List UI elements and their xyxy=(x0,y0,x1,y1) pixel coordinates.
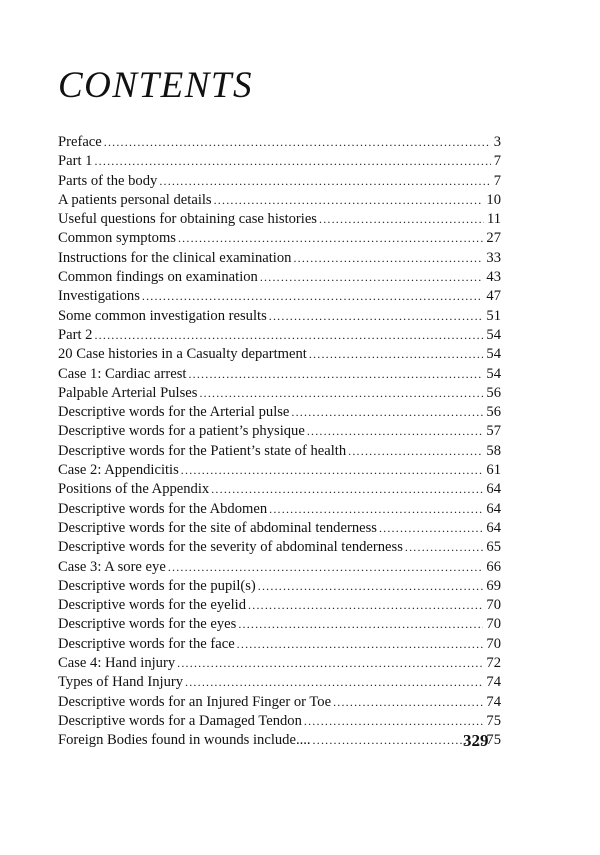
toc-entry xyxy=(58,172,501,191)
toc-entry-page: 65 xyxy=(486,539,501,556)
toc-entry-page: 58 xyxy=(486,442,501,459)
toc-entry xyxy=(58,268,501,287)
toc-entry-page: 61 xyxy=(486,462,501,479)
dot-leader xyxy=(269,500,483,519)
toc-entry-page: 54 xyxy=(486,346,501,363)
dot-leader xyxy=(188,365,483,384)
toc-entry-page: 3 xyxy=(493,134,501,150)
dot-leader xyxy=(142,287,484,306)
toc-entry xyxy=(58,538,501,557)
toc-entry xyxy=(58,558,501,577)
page-title: CONTENTS xyxy=(58,65,254,106)
dot-leader xyxy=(313,731,484,750)
toc-entry-page: 74 xyxy=(486,693,501,710)
toc-entry xyxy=(58,577,501,596)
table-of-contents xyxy=(58,133,501,751)
toc-entry-label: Some common investigation results xyxy=(58,307,267,324)
toc-entry-label: Part 1 xyxy=(58,153,93,170)
toc-entry-label: Case 2: Appendicitis xyxy=(58,462,179,479)
toc-entry xyxy=(58,693,501,712)
toc-entry xyxy=(58,596,501,615)
toc-entry xyxy=(58,654,501,673)
dot-leader xyxy=(291,403,483,422)
toc-entry-label: Instructions for the clinical examination xyxy=(58,249,292,266)
toc-entry xyxy=(58,442,501,461)
toc-entry-label: Descriptive words for the severity of abdominal tenderness xyxy=(58,539,403,556)
dot-leader xyxy=(211,480,483,499)
dot-leader xyxy=(309,345,484,364)
dot-leader xyxy=(405,538,484,557)
toc-entry-label: Common findings on examination xyxy=(58,269,258,286)
toc-entry-page: 57 xyxy=(486,423,501,440)
toc-entry-page: 69 xyxy=(486,577,501,594)
dot-leader xyxy=(94,152,490,171)
toc-entry xyxy=(58,635,501,654)
toc-entry-page: 70 xyxy=(486,616,501,633)
toc-entry xyxy=(58,500,501,519)
toc-entry xyxy=(58,519,501,538)
dot-leader xyxy=(185,673,483,692)
toc-entry-page: 75 xyxy=(486,732,501,749)
toc-entry-label: Descriptive words for a patient’s physique xyxy=(58,423,305,440)
dot-leader xyxy=(237,635,484,654)
toc-entry-page: 70 xyxy=(486,597,501,614)
toc-entry-page: 74 xyxy=(486,674,501,691)
toc-entry-label: Descriptive words for the site of abdominal tenderness xyxy=(58,519,377,536)
toc-entry-label: Investigations xyxy=(58,288,140,305)
toc-entry-page: 54 xyxy=(486,365,501,382)
toc-entry-page: 64 xyxy=(486,481,501,498)
toc-entry-page: 56 xyxy=(486,404,501,421)
toc-entry-page: 33 xyxy=(486,249,501,266)
toc-entry xyxy=(58,133,501,152)
toc-entry xyxy=(58,229,501,248)
toc-entry-page: 54 xyxy=(486,326,501,343)
toc-entry xyxy=(58,480,501,499)
toc-entry-label: Parts of the body xyxy=(58,172,158,189)
dot-leader xyxy=(214,191,484,210)
dot-leader xyxy=(178,229,483,248)
toc-entry xyxy=(58,615,501,634)
toc-entry xyxy=(58,712,501,731)
dot-leader xyxy=(319,210,484,229)
dot-leader xyxy=(348,442,483,461)
toc-entry-page: 75 xyxy=(486,712,501,729)
toc-entry-label: Descriptive words for the eyelid xyxy=(58,597,247,614)
dot-leader xyxy=(104,133,491,152)
dot-leader xyxy=(94,326,483,345)
toc-entry xyxy=(58,384,501,403)
toc-entry xyxy=(58,152,501,171)
dot-leader xyxy=(248,596,483,615)
toc-entry-page: 47 xyxy=(486,288,501,305)
dot-leader xyxy=(379,519,483,538)
toc-entry-page: 11 xyxy=(486,211,501,228)
toc-entry xyxy=(58,731,501,750)
toc-entry xyxy=(58,191,501,210)
toc-entry-label: Palpable Arterial Pulses xyxy=(58,384,198,401)
dot-leader xyxy=(199,384,483,403)
toc-entry-page: 27 xyxy=(486,230,501,247)
toc-entry-page: 7 xyxy=(493,172,501,189)
toc-entry xyxy=(58,403,501,422)
toc-entry-label: Descriptive words for the eyes xyxy=(58,616,237,633)
toc-entry-label: Part 2 xyxy=(58,326,93,343)
dot-leader xyxy=(177,654,483,673)
toc-entry-label: Types of Hand Injury xyxy=(58,674,184,691)
toc-entry xyxy=(58,673,501,692)
toc-entry-label: Descriptive words for an Injured Finger or Toe xyxy=(58,693,332,710)
dot-leader xyxy=(181,461,484,480)
toc-entry-page: 66 xyxy=(486,558,501,575)
toc-entry-label: Descriptive words for a Damaged Tendon xyxy=(58,712,302,729)
toc-entry xyxy=(58,326,501,345)
toc-entry-page: 56 xyxy=(486,384,501,401)
toc-entry-label: Positions of the Appendix xyxy=(58,481,210,498)
toc-entry-label: Descriptive words for the Arterial pulse xyxy=(58,404,290,421)
toc-entry-label: Case 1: Cardiac arrest xyxy=(58,365,187,382)
toc-entry xyxy=(58,422,501,441)
toc-entry-page: 51 xyxy=(486,307,501,324)
toc-entry xyxy=(58,287,501,306)
toc-entry-page: 7 xyxy=(493,153,501,170)
toc-entry-label: Foreign Bodies found in wounds include.... xyxy=(58,732,311,749)
toc-entry-label: Case 3: A sore eye xyxy=(58,558,166,575)
dot-leader xyxy=(304,712,484,731)
toc-entry xyxy=(58,210,501,229)
toc-entry-label: Descriptive words for the pupil(s) xyxy=(58,577,256,594)
toc-entry-label: A patients personal details xyxy=(58,191,212,208)
toc-entry-label: Case 4: Hand injury xyxy=(58,655,176,672)
dot-leader xyxy=(159,172,490,191)
toc-entry xyxy=(58,461,501,480)
dot-leader xyxy=(269,307,484,326)
toc-entry xyxy=(58,249,501,268)
toc-entry xyxy=(58,345,501,364)
dot-leader xyxy=(238,615,483,634)
toc-entry-page: 10 xyxy=(486,191,501,208)
toc-entry-label: Descriptive words for the Patient’s state of health xyxy=(58,442,347,459)
dot-leader xyxy=(333,693,483,712)
toc-entry-label: Preface xyxy=(58,134,102,150)
dot-leader xyxy=(260,268,484,287)
toc-entry-label: 20 Case histories in a Casualty department xyxy=(58,346,307,363)
toc-entry-page: 72 xyxy=(486,655,501,672)
toc-entry-page: 64 xyxy=(486,500,501,517)
toc-entry-label: Common symptoms xyxy=(58,230,176,247)
toc-entry-page: 70 xyxy=(486,635,501,652)
toc-entry-label: Useful questions for obtaining case histories xyxy=(58,211,317,228)
dot-leader xyxy=(307,422,484,441)
dot-leader xyxy=(258,577,484,596)
dot-leader xyxy=(168,558,484,577)
page-number: 329 xyxy=(463,731,489,750)
toc-entry xyxy=(58,307,501,326)
toc-entry-label: Descriptive words for the face xyxy=(58,635,235,652)
dot-leader xyxy=(293,249,483,268)
toc-entry-page: 64 xyxy=(486,519,501,536)
toc-entry xyxy=(58,365,501,384)
toc-entry-label: Descriptive words for the Abdomen xyxy=(58,500,268,517)
toc-entry-page: 43 xyxy=(486,269,501,286)
